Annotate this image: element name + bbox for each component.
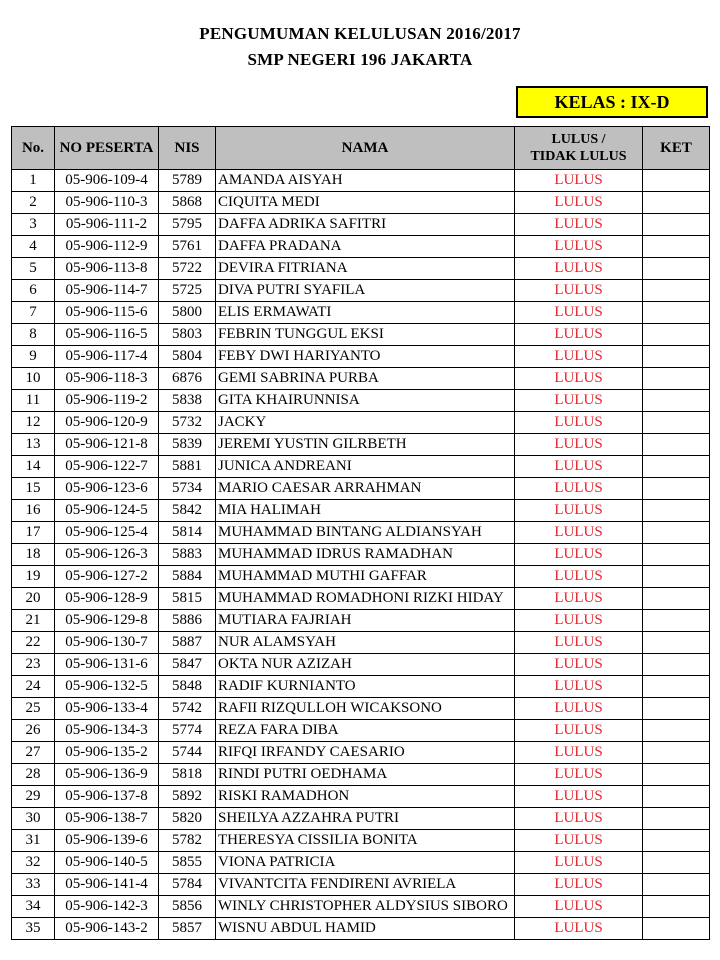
student-id: 5842 (159, 500, 216, 522)
remarks (643, 522, 710, 544)
remarks (643, 258, 710, 280)
participant-number: 05-906-114-7 (55, 280, 159, 302)
table-row (12, 544, 710, 566)
pass-status: LULUS (515, 434, 643, 456)
school-name: SMP NEGERI 196 JAKARTA (247, 50, 473, 69)
row-number: 7 (12, 302, 55, 324)
student-name: OKTA NUR AZIZAH (216, 654, 515, 676)
remarks (643, 412, 710, 434)
pass-status: LULUS (515, 456, 643, 478)
remarks (643, 720, 710, 742)
participant-number: 05-906-127-2 (55, 566, 159, 588)
remarks (643, 786, 710, 808)
student-name: SHEILYA AZZAHRA PUTRI (216, 808, 515, 830)
table-row (12, 764, 710, 786)
student-id: 5761 (159, 236, 216, 258)
results-table (11, 126, 710, 940)
participant-number: 05-906-112-9 (55, 236, 159, 258)
table-row (12, 368, 710, 390)
participant-number: 05-906-139-6 (55, 830, 159, 852)
participant-number: 05-906-143-2 (55, 918, 159, 940)
participant-number: 05-906-136-9 (55, 764, 159, 786)
remarks (643, 896, 710, 918)
row-number: 3 (12, 214, 55, 236)
student-name: MARIO CAESAR ARRAHMAN (216, 478, 515, 500)
remarks (643, 192, 710, 214)
student-id: 5722 (159, 258, 216, 280)
participant-number: 05-906-118-3 (55, 368, 159, 390)
remarks (643, 742, 710, 764)
remarks (643, 346, 710, 368)
student-id: 5782 (159, 830, 216, 852)
table-row (12, 478, 710, 500)
student-id: 5784 (159, 874, 216, 896)
table-row (12, 610, 710, 632)
row-number: 13 (12, 434, 55, 456)
participant-number: 05-906-117-4 (55, 346, 159, 368)
row-number: 9 (12, 346, 55, 368)
table-row (12, 896, 710, 918)
pass-status: LULUS (515, 170, 643, 192)
table-row (12, 566, 710, 588)
table-row (12, 918, 710, 940)
student-id: 5838 (159, 390, 216, 412)
table-row (12, 324, 710, 346)
participant-number: 05-906-120-9 (55, 412, 159, 434)
student-name: NUR ALAMSYAH (216, 632, 515, 654)
student-name: MUHAMMAD IDRUS RAMADHAN (216, 544, 515, 566)
row-number: 25 (12, 698, 55, 720)
table-row (12, 698, 710, 720)
participant-number: 05-906-138-7 (55, 808, 159, 830)
pass-status: LULUS (515, 236, 643, 258)
pass-status: LULUS (515, 896, 643, 918)
pass-status: LULUS (515, 588, 643, 610)
student-name: DEVIRA FITRIANA (216, 258, 515, 280)
pass-status: LULUS (515, 368, 643, 390)
pass-status: LULUS (515, 720, 643, 742)
participant-number: 05-906-126-3 (55, 544, 159, 566)
pass-status: LULUS (515, 478, 643, 500)
table-row (12, 500, 710, 522)
student-name: JUNICA ANDREANI (216, 456, 515, 478)
column-header-no-peserta: NO PESERTA (55, 127, 159, 170)
table-row (12, 654, 710, 676)
remarks (643, 544, 710, 566)
table-row (12, 588, 710, 610)
row-number: 10 (12, 368, 55, 390)
participant-number: 05-906-129-8 (55, 610, 159, 632)
student-name: WISNU ABDUL HAMID (216, 918, 515, 940)
remarks (643, 874, 710, 896)
student-name: WINLY CHRISTOPHER ALDYSIUS SIBORO (216, 896, 515, 918)
remarks (643, 830, 710, 852)
row-number: 33 (12, 874, 55, 896)
participant-number: 05-906-132-5 (55, 676, 159, 698)
row-number: 12 (12, 412, 55, 434)
participant-number: 05-906-137-8 (55, 786, 159, 808)
row-number: 28 (12, 764, 55, 786)
column-header-status (515, 127, 643, 170)
student-name: VIVANTCITA FENDIRENI AVRIELA (216, 874, 515, 896)
remarks (643, 852, 710, 874)
pass-status: LULUS (515, 324, 643, 346)
student-name: VIONA PATRICIA (216, 852, 515, 874)
row-number: 32 (12, 852, 55, 874)
remarks (643, 676, 710, 698)
remarks (643, 632, 710, 654)
student-id: 5848 (159, 676, 216, 698)
row-number: 34 (12, 896, 55, 918)
table-row (12, 302, 710, 324)
column-header-nis: NIS (159, 127, 216, 170)
pass-status: LULUS (515, 390, 643, 412)
remarks (643, 324, 710, 346)
row-number: 35 (12, 918, 55, 940)
student-name: AMANDA AISYAH (216, 170, 515, 192)
pass-status: LULUS (515, 764, 643, 786)
pass-status: LULUS (515, 676, 643, 698)
row-number: 18 (12, 544, 55, 566)
pass-status: LULUS (515, 258, 643, 280)
student-id: 5892 (159, 786, 216, 808)
table-row (12, 346, 710, 368)
table-row (12, 720, 710, 742)
row-number: 8 (12, 324, 55, 346)
student-id: 5886 (159, 610, 216, 632)
table-row (12, 192, 710, 214)
student-id: 5803 (159, 324, 216, 346)
student-id: 5789 (159, 170, 216, 192)
column-header-no: No. (12, 127, 55, 170)
student-name: MUHAMMAD ROMADHONI RIZKI HIDAY (216, 588, 515, 610)
table-row (12, 412, 710, 434)
student-name: FEBRIN TUNGGUL EKSI (216, 324, 515, 346)
participant-number: 05-906-133-4 (55, 698, 159, 720)
row-number: 4 (12, 236, 55, 258)
column-header-ket: KET (643, 127, 710, 170)
student-id: 5856 (159, 896, 216, 918)
row-number: 29 (12, 786, 55, 808)
row-number: 31 (12, 830, 55, 852)
student-name: DAFFA ADRIKA SAFITRI (216, 214, 515, 236)
remarks (643, 170, 710, 192)
remarks (643, 368, 710, 390)
student-id: 5847 (159, 654, 216, 676)
student-id: 5744 (159, 742, 216, 764)
student-id: 5820 (159, 808, 216, 830)
student-name: REZA FARA DIBA (216, 720, 515, 742)
participant-number: 05-906-125-4 (55, 522, 159, 544)
pass-status: LULUS (515, 808, 643, 830)
student-name: RIFQI IRFANDY CAESARIO (216, 742, 515, 764)
remarks (643, 698, 710, 720)
remarks (643, 214, 710, 236)
student-name: JEREMI YUSTIN GILRBETH (216, 434, 515, 456)
table-row (12, 236, 710, 258)
student-id: 5839 (159, 434, 216, 456)
class-badge: KELAS : IX-D (516, 86, 708, 118)
student-id: 5774 (159, 720, 216, 742)
student-id: 6876 (159, 368, 216, 390)
participant-number: 05-906-110-3 (55, 192, 159, 214)
student-id: 5868 (159, 192, 216, 214)
pass-status: LULUS (515, 544, 643, 566)
student-id: 5814 (159, 522, 216, 544)
row-number: 26 (12, 720, 55, 742)
pass-status: LULUS (515, 192, 643, 214)
participant-number: 05-906-135-2 (55, 742, 159, 764)
remarks (643, 478, 710, 500)
remarks (643, 456, 710, 478)
pass-status: LULUS (515, 830, 643, 852)
pass-status: LULUS (515, 786, 643, 808)
remarks (643, 280, 710, 302)
page-title: PENGUMUMAN KELULUSAN 2016/2017 (199, 24, 521, 43)
pass-status: LULUS (515, 500, 643, 522)
participant-number: 05-906-119-2 (55, 390, 159, 412)
row-number: 15 (12, 478, 55, 500)
pass-status: LULUS (515, 346, 643, 368)
remarks (643, 654, 710, 676)
student-name: MUTIARA FAJRIAH (216, 610, 515, 632)
table-header-row (12, 127, 710, 170)
student-id: 5855 (159, 852, 216, 874)
pass-status: LULUS (515, 874, 643, 896)
participant-number: 05-906-123-6 (55, 478, 159, 500)
table-row (12, 830, 710, 852)
pass-status: LULUS (515, 654, 643, 676)
student-name: DAFFA PRADANA (216, 236, 515, 258)
row-number: 21 (12, 610, 55, 632)
pass-status: LULUS (515, 852, 643, 874)
participant-number: 05-906-131-6 (55, 654, 159, 676)
participant-number: 05-906-140-5 (55, 852, 159, 874)
table-row (12, 170, 710, 192)
participant-number: 05-906-130-7 (55, 632, 159, 654)
student-id: 5725 (159, 280, 216, 302)
participant-number: 05-906-115-6 (55, 302, 159, 324)
table-row (12, 390, 710, 412)
student-id: 5884 (159, 566, 216, 588)
row-number: 30 (12, 808, 55, 830)
remarks (643, 610, 710, 632)
participant-number: 05-906-111-2 (55, 214, 159, 236)
student-name: DIVA PUTRI SYAFILA (216, 280, 515, 302)
pass-status: LULUS (515, 302, 643, 324)
table-row (12, 258, 710, 280)
student-name: RAFII RIZQULLOH WICAKSONO (216, 698, 515, 720)
participant-number: 05-906-134-3 (55, 720, 159, 742)
table-row (12, 280, 710, 302)
student-id: 5815 (159, 588, 216, 610)
row-number: 17 (12, 522, 55, 544)
table-row (12, 214, 710, 236)
row-number: 19 (12, 566, 55, 588)
row-number: 27 (12, 742, 55, 764)
remarks (643, 764, 710, 786)
pass-status: LULUS (515, 742, 643, 764)
table-row (12, 632, 710, 654)
row-number: 6 (12, 280, 55, 302)
remarks (643, 302, 710, 324)
row-number: 24 (12, 676, 55, 698)
pass-status: LULUS (515, 918, 643, 940)
student-name: JACKY (216, 412, 515, 434)
participant-number: 05-906-109-4 (55, 170, 159, 192)
student-name: MUHAMMAD MUTHI GAFFAR (216, 566, 515, 588)
column-header-nama: NAMA (216, 127, 515, 170)
student-name: MUHAMMAD BINTANG ALDIANSYAH (216, 522, 515, 544)
remarks (643, 500, 710, 522)
row-number: 11 (12, 390, 55, 412)
remarks (643, 588, 710, 610)
pass-status: LULUS (515, 412, 643, 434)
participant-number: 05-906-141-4 (55, 874, 159, 896)
student-id: 5804 (159, 346, 216, 368)
row-number: 14 (12, 456, 55, 478)
student-id: 5795 (159, 214, 216, 236)
pass-status: LULUS (515, 610, 643, 632)
table-row (12, 852, 710, 874)
table-row (12, 456, 710, 478)
student-name: GEMI SABRINA PURBA (216, 368, 515, 390)
student-name: RADIF KURNIANTO (216, 676, 515, 698)
student-name: CIQUITA MEDI (216, 192, 515, 214)
row-number: 16 (12, 500, 55, 522)
pass-status: LULUS (515, 698, 643, 720)
student-id: 5732 (159, 412, 216, 434)
student-name: FEBY DWI HARIYANTO (216, 346, 515, 368)
student-id: 5818 (159, 764, 216, 786)
column-header-status-line2: TIDAK LULUS (530, 149, 627, 164)
table-row (12, 522, 710, 544)
row-number: 20 (12, 588, 55, 610)
pass-status: LULUS (515, 214, 643, 236)
pass-status: LULUS (515, 522, 643, 544)
student-id: 5881 (159, 456, 216, 478)
table-row (12, 434, 710, 456)
remarks (643, 434, 710, 456)
student-id: 5887 (159, 632, 216, 654)
student-name: RISKI RAMADHON (216, 786, 515, 808)
remarks (643, 808, 710, 830)
student-name: ELIS ERMAWATI (216, 302, 515, 324)
student-id: 5742 (159, 698, 216, 720)
table-row (12, 874, 710, 896)
remarks (643, 918, 710, 940)
table-row (12, 786, 710, 808)
student-id: 5857 (159, 918, 216, 940)
participant-number: 05-906-122-7 (55, 456, 159, 478)
participant-number: 05-906-124-5 (55, 500, 159, 522)
student-id: 5734 (159, 478, 216, 500)
row-number: 23 (12, 654, 55, 676)
remarks (643, 236, 710, 258)
table-row (12, 808, 710, 830)
student-id: 5800 (159, 302, 216, 324)
table-row (12, 676, 710, 698)
pass-status: LULUS (515, 632, 643, 654)
table-row (12, 742, 710, 764)
participant-number: 05-906-113-8 (55, 258, 159, 280)
remarks (643, 566, 710, 588)
pass-status: LULUS (515, 280, 643, 302)
remarks (643, 390, 710, 412)
student-name: RINDI PUTRI OEDHAMA (216, 764, 515, 786)
pass-status: LULUS (515, 566, 643, 588)
participant-number: 05-906-128-9 (55, 588, 159, 610)
row-number: 1 (12, 170, 55, 192)
row-number: 2 (12, 192, 55, 214)
participant-number: 05-906-142-3 (55, 896, 159, 918)
student-name: MIA HALIMAH (216, 500, 515, 522)
student-name: GITA KHAIRUNNISA (216, 390, 515, 412)
student-id: 5883 (159, 544, 216, 566)
participant-number: 05-906-121-8 (55, 434, 159, 456)
column-header-status-line1: LULUS / (551, 132, 606, 147)
student-name: THERESYA CISSILIA BONITA (216, 830, 515, 852)
row-number: 22 (12, 632, 55, 654)
row-number: 5 (12, 258, 55, 280)
participant-number: 05-906-116-5 (55, 324, 159, 346)
